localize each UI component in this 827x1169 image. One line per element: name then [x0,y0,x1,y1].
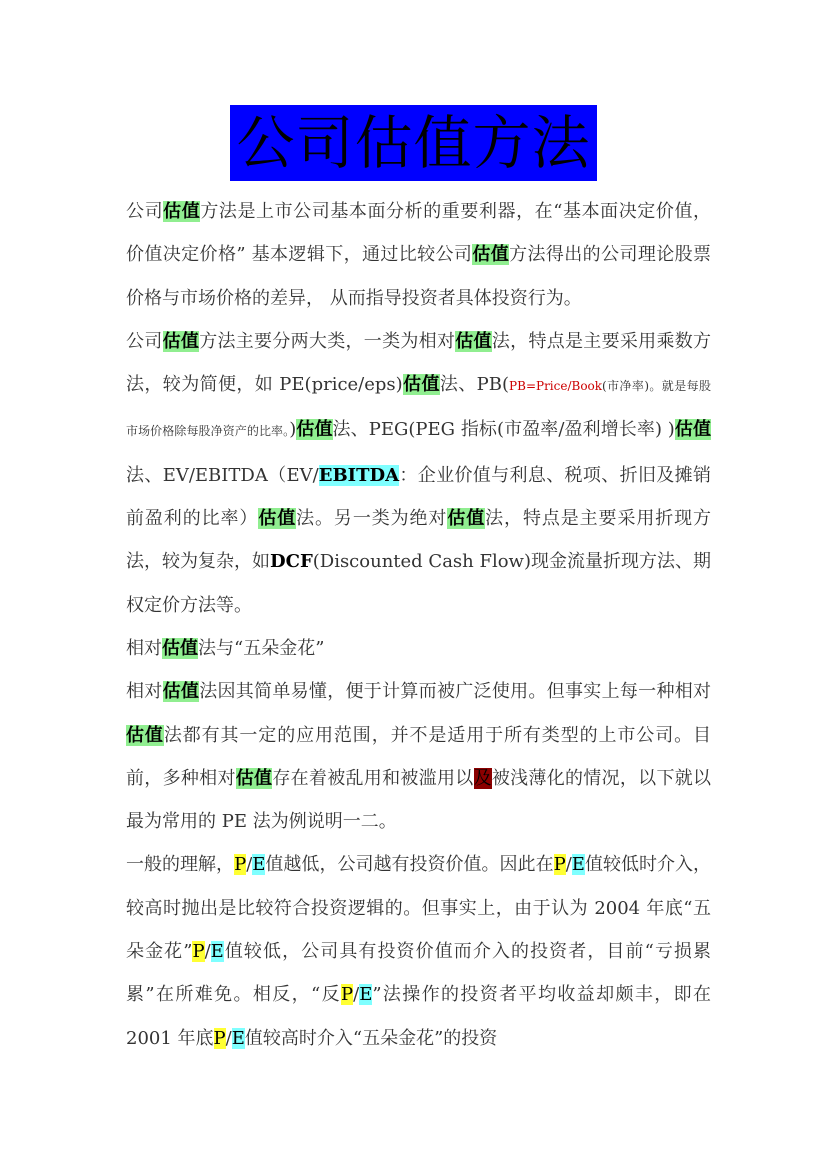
highlight-keyword: 估值 [126,724,164,746]
text-run: (Discounted Cash Flow)现金流量折现方法、期权定价方法等。 [126,551,712,616]
text-run: 法。另一类为绝对 [296,508,448,530]
text-run: 法因其简单易懂，便于计算而被广泛使用。但事实上每一种相对 [199,681,712,703]
text-run: 方法是上市公司基本面分析的重要利器，在“基本面决定价值，价值决定价格” 基本逻辑下，通过比较公司 [126,201,712,266]
text-run: 法、PEG(PEG 指标(市盈率/盈利增长率) ) [332,419,675,441]
text-run: 法、EV/EBITDA（EV/ [126,464,319,486]
highlight-ji: 及 [473,767,492,789]
text-run: 法，特点是主要采用折现方法，较为复杂，如 [126,508,712,573]
paragraph-intro [126,190,711,320]
paragraph-categories [126,320,711,627]
pe-slash: / [246,854,253,876]
paragraph-heading [126,627,711,670]
text-run: ) [289,419,297,441]
text-run: 法都有其一定的应用范围，并不是适用于所有类型的上市公司。目前，多种相对 [126,724,712,789]
highlight-keyword: 估值 [235,767,273,789]
text-run: 存在着被乱用和被滥用以 [272,767,474,789]
pe-p: P [234,854,247,876]
dcf-term: DCF [270,551,313,573]
highlight-keyword: 估值 [163,201,201,222]
text-run: 方法主要分两大类，一类为相对 [199,330,456,352]
text-run: 值较低时介入，较高时抛出是比较符合投资逻辑的。但事实上，由于认为 2004 年底“五朵金花” [126,854,712,963]
text-run: 法与“五朵金花” [198,637,325,659]
highlight-keyword: 估值 [674,419,712,441]
pe-slash: / [353,984,360,1006]
pb-definition: PB=Price/Book [509,379,603,394]
text-run: 法，特点是主要采用乘数方法，较为简便，如 PE(price/eps) [126,330,712,396]
text-run: 被浅薄化的情况，以下就以最为常用的 PE 法为例说明一二。 [126,767,712,833]
pe-p: P [340,984,354,1006]
pe-e: E [571,854,585,876]
text-run: 相对 [126,681,163,703]
paragraph-pe [126,843,711,1059]
highlight-keyword: 估值 [162,330,200,352]
highlight-ebitda: EBITDA [318,464,400,486]
paragraph-relative [126,670,711,843]
text-run: 方法得出的公司理论股票价格与市场价格的差异， 从而指导投资者具体投资行为。 [126,244,711,309]
pb-explanation: (市净率)。就是每股市场价格除每股净资产的比率。 [126,379,711,439]
text-run: 相对 [126,637,162,659]
pe-slash: / [204,941,211,963]
pe-e: E [359,984,373,1006]
highlight-keyword: 估值 [162,637,198,659]
pe-slash: / [565,854,572,876]
title-wrap [0,105,827,181]
highlight-keyword: 估值 [447,508,486,530]
text-run: 一般的理解， [126,854,235,876]
pe-p: P [213,1027,226,1049]
document-title: 公司估值方法 [230,105,596,181]
pe-slash: / [225,1027,232,1049]
text-run: 值较高时介入“五朵金花”的投资 [244,1027,498,1049]
text-run: 值越低，公司越有投资价值。因此在 [265,854,554,876]
highlight-keyword: 估值 [296,419,333,441]
text-run: ：企业价值与利息、税项、折旧及摊销前盈利的比率） [126,464,712,530]
text-run: ”法操作的投资者平均收益却颇丰，即在 2001 年底 [126,984,712,1049]
text-run: 法、PB( [439,374,510,396]
text-run: 公司 [126,201,164,222]
highlight-keyword: 估值 [162,681,200,703]
pe-e: E [231,1027,245,1049]
text-run: 公司 [126,330,163,352]
pe-p: P [553,854,566,876]
highlight-keyword: 估值 [402,374,440,396]
pe-e: E [210,941,224,963]
document-body [126,190,711,1060]
highlight-keyword: 估值 [258,508,297,530]
highlight-keyword: 估值 [472,244,510,266]
highlight-keyword: 估值 [455,330,492,352]
pe-p: P [192,941,205,963]
pe-e: E [252,854,266,876]
text-run: 值较低，公司具有投资价值而介入的投资者，目前“亏损累累”在所难免。相反，“反 [126,941,711,1006]
